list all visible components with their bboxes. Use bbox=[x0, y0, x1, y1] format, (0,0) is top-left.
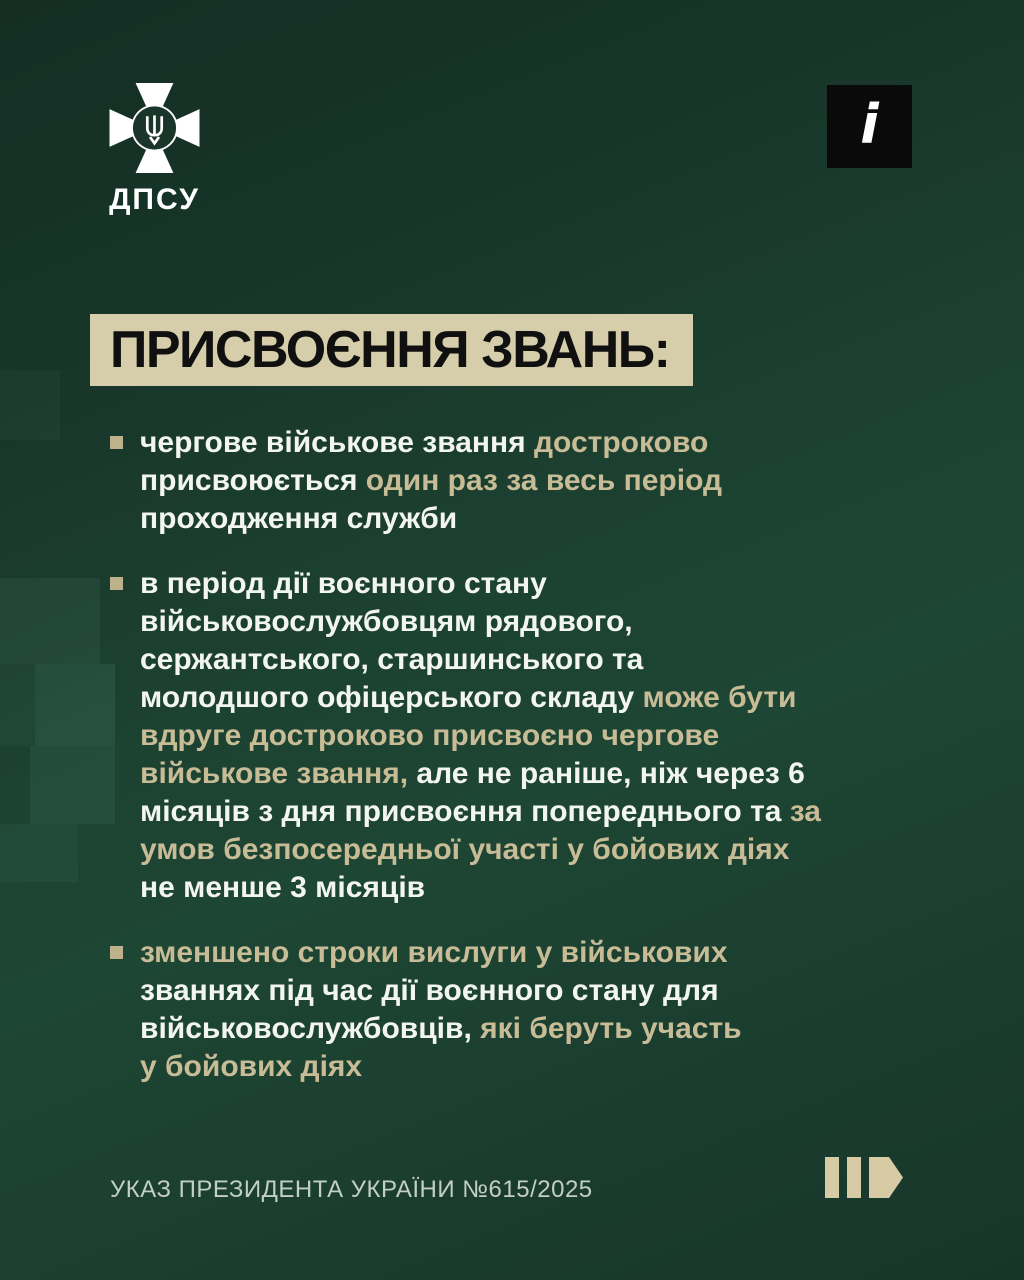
bullet-marker-icon bbox=[110, 577, 123, 590]
text-segment: званнях під час дії воєнного стану для bbox=[140, 974, 719, 1007]
bullet-text bbox=[140, 934, 742, 1086]
bullet-item bbox=[110, 424, 970, 538]
bullet-text bbox=[140, 565, 821, 907]
bullet-marker-icon bbox=[110, 436, 123, 449]
text-segment: сержантського, старшинського та bbox=[140, 643, 644, 676]
text-segment: може бути bbox=[642, 681, 797, 714]
text-segment: місяців з дня присвоєння попереднього та bbox=[140, 795, 790, 828]
text-segment: достроково bbox=[534, 426, 709, 459]
dpsu-logo bbox=[108, 83, 201, 217]
info-icon[interactable] bbox=[827, 85, 912, 168]
text-segment: військовослужбовців, bbox=[140, 1012, 481, 1045]
carousel-next-indicator[interactable] bbox=[825, 1157, 915, 1198]
text-segment: але не раніше, ніж через 6 bbox=[408, 757, 805, 790]
bullet-item bbox=[110, 565, 970, 907]
page-title-text: ПРИСВОЄННЯ ЗВАНЬ: bbox=[110, 321, 670, 379]
text-segment: зменшено строки вислуги у військових bbox=[140, 936, 728, 969]
text-segment: проходження служби bbox=[140, 502, 458, 535]
text-segment: молодшого офіцерського складу bbox=[140, 681, 643, 714]
text-segment: військове звання, bbox=[140, 757, 409, 790]
bullet-text bbox=[140, 424, 722, 538]
text-segment: чергове військове звання bbox=[140, 426, 534, 459]
decor-block bbox=[35, 664, 115, 746]
text-segment: не менше 3 місяців bbox=[140, 871, 426, 904]
text-segment: військовослужбовцям рядового, bbox=[140, 605, 633, 638]
bullet-marker-icon bbox=[110, 946, 123, 959]
bullet-item bbox=[110, 934, 970, 1086]
text-segment: один раз за весь період bbox=[365, 464, 723, 497]
text-segment: які беруть участь bbox=[480, 1012, 742, 1045]
decor-block bbox=[0, 370, 60, 440]
footer-source: УКАЗ ПРЕЗИДЕНТА УКРАЇНИ №615/2025 bbox=[110, 1176, 593, 1203]
info-icon-glyph: i bbox=[860, 92, 879, 156]
decor-block bbox=[30, 746, 115, 824]
border-guard-cross-icon bbox=[108, 83, 201, 173]
text-segment: за bbox=[789, 795, 821, 828]
text-segment: умов безпосередньої участі у бойових діях bbox=[140, 833, 790, 866]
bullet-list bbox=[110, 424, 970, 1113]
logo-label: ДПСУ bbox=[109, 183, 200, 216]
text-segment: у бойових діях bbox=[140, 1050, 363, 1083]
text-segment: вдруге достроково присвоєно чергове bbox=[140, 719, 720, 752]
decor-block bbox=[0, 824, 78, 882]
decor-block bbox=[0, 578, 100, 664]
text-segment: в період дії воєнного стану bbox=[140, 567, 547, 600]
decor-block bbox=[0, 664, 35, 746]
text-segment: присвоюється bbox=[140, 464, 366, 497]
page-title bbox=[90, 314, 693, 386]
